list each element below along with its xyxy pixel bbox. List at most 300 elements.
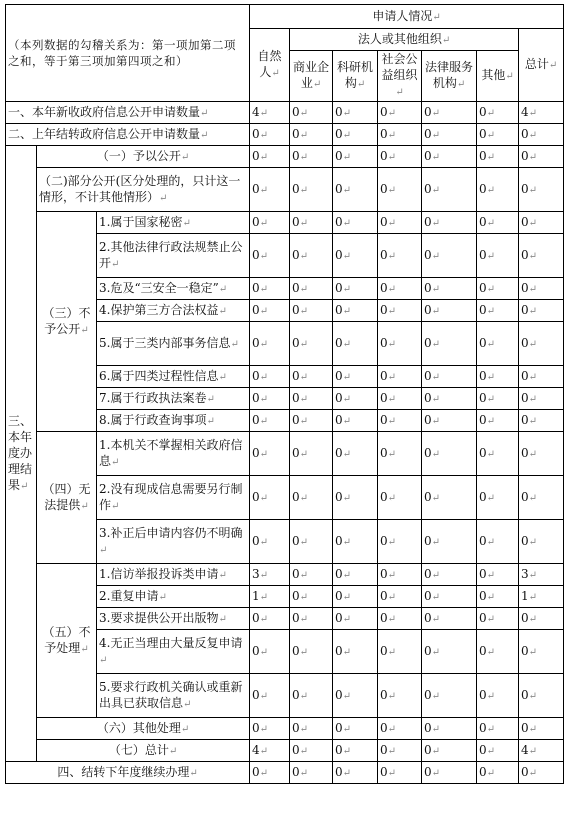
value-cell [250,718,290,740]
value-mark: ↵ [486,217,496,229]
value-text: 0 [335,335,343,350]
value-text: 0 [292,610,300,625]
value-mark: ↵ [431,184,441,196]
value-text: 0 [335,126,343,141]
value-mark: ↵ [299,305,309,317]
value-text: 0 [521,126,529,141]
value-cell [477,300,519,322]
value-cell [333,102,378,124]
value-mark: ↵ [342,613,352,625]
value-mark: ↵ [486,305,496,317]
row-label-g5-4-text: 4.无正当理由大量反复申请 [99,635,243,650]
value-text: 0 [424,412,432,427]
group-label-g4-mark: ↵ [80,500,89,512]
header-sub-col-legal-service: 法律服务机构↵ [422,51,477,102]
row-label-g3-1-mark: ↵ [182,217,191,229]
row-label-g3-7-mark: ↵ [206,393,215,405]
value-text: 0 [292,181,300,196]
value-cell [378,366,422,388]
value-mark: ↵ [431,371,441,383]
row-label-g5-1-text: 1.信访举报投诉类申请 [99,566,219,581]
value-mark: ↵ [528,184,538,196]
value-text: 0 [380,533,388,548]
value-text: 0 [521,445,529,460]
value-cell [333,212,378,234]
value-mark: ↵ [431,569,441,581]
row-label-r4 [6,762,250,784]
value-text: 0 [380,687,388,702]
header-sub-col-other: 其他↵ [477,51,519,102]
table-row [6,124,564,146]
group-label-g5-text: （五）不予处理 [42,624,91,655]
row-label-g5-4 [97,630,250,674]
value-text: 0 [252,764,260,779]
value-mark: ↵ [431,129,441,141]
value-cell [422,476,477,520]
group-label-g5-mark: ↵ [80,643,89,655]
row-label-g3-8-mark: ↵ [206,415,215,427]
value-cell [290,564,333,586]
value-text: 0 [252,148,260,163]
value-cell [378,520,422,564]
row-label-g4-3-text: 3.补正后申请内容仍不明确 [99,525,243,540]
value-mark: ↵ [431,690,441,702]
value-mark: ↵ [259,492,269,504]
value-text: 0 [521,335,529,350]
value-cell [477,718,519,740]
value-cell [477,168,519,212]
value-cell [378,410,422,432]
value-text: 0 [380,335,388,350]
value-text: 0 [424,181,432,196]
value-mark: ↵ [259,690,269,702]
value-mark: ↵ [431,107,441,119]
value-cell [422,718,477,740]
value-mark: ↵ [528,415,538,427]
row-label-g3-6-mark: ↵ [218,371,227,383]
value-cell [333,146,378,168]
value-text: 0 [252,335,260,350]
value-cell [477,586,519,608]
value-mark: ↵ [299,723,309,735]
value-cell [422,432,477,476]
value-mark: ↵ [486,338,496,350]
value-text: 0 [380,104,388,119]
value-text: 0 [292,390,300,405]
value-mark: ↵ [387,338,397,350]
value-cell [250,278,290,300]
value-text: 0 [335,610,343,625]
value-text: 0 [252,533,260,548]
value-text: 0 [252,214,260,229]
value-text: 0 [335,214,343,229]
value-mark: ↵ [528,283,538,295]
row-label-g5-5-mark: ↵ [183,698,192,710]
value-cell [519,234,564,278]
value-mark: ↵ [342,569,352,581]
value-cell [422,366,477,388]
row-label-g3-2-text: 2.其他法律行政法规禁止公开 [99,239,243,270]
value-cell [333,476,378,520]
value-text: 0 [479,445,487,460]
value-text: 0 [479,489,487,504]
row-label-r1 [6,102,250,124]
value-text: 0 [380,764,388,779]
value-text: 0 [292,280,300,295]
value-mark: ↵ [387,492,397,504]
row-label-g5-3 [97,608,250,630]
table-row [6,740,564,762]
value-text: 0 [292,368,300,383]
value-mark: ↵ [259,371,269,383]
group-label-g3-text: （三）不予公开 [42,305,91,336]
value-text: 0 [479,720,487,735]
value-cell [250,520,290,564]
value-text: 0 [335,533,343,548]
value-mark: ↵ [259,723,269,735]
value-text: 0 [479,148,487,163]
value-text: 0 [335,489,343,504]
value-text: 0 [335,181,343,196]
value-text: 0 [424,335,432,350]
value-text: 0 [252,368,260,383]
section-3-label [6,146,37,762]
value-mark: ↵ [528,723,538,735]
value-mark: ↵ [342,217,352,229]
value-mark: ↵ [342,767,352,779]
value-mark: ↵ [259,745,269,757]
group-label-g3 [37,212,97,432]
row-label-g4-1-text: 1.本机关不掌握相关政府信息 [99,437,243,468]
value-mark: ↵ [299,129,309,141]
value-text: 0 [380,489,388,504]
value-cell [333,410,378,432]
value-cell [333,674,378,718]
value-cell [422,388,477,410]
row-label-g3-2 [97,234,250,278]
value-cell [333,388,378,410]
value-mark: ↵ [486,250,496,262]
value-text: 0 [335,247,343,262]
row-label-g3-6-text: 6.属于四类过程性信息 [99,368,219,383]
value-text: 0 [380,588,388,603]
value-cell [333,586,378,608]
value-text: 0 [335,104,343,119]
value-cell [333,718,378,740]
value-mark: ↵ [342,723,352,735]
value-mark: ↵ [299,690,309,702]
value-mark: ↵ [387,415,397,427]
value-mark: ↵ [486,690,496,702]
value-text: 4 [252,742,260,757]
value-mark: ↵ [299,492,309,504]
value-mark: ↵ [342,184,352,196]
value-mark: ↵ [259,393,269,405]
value-text: 0 [521,214,529,229]
value-text: 0 [335,687,343,702]
value-mark: ↵ [528,613,538,625]
value-text: 0 [335,368,343,383]
value-cell [290,630,333,674]
value-text: 0 [335,720,343,735]
value-mark: ↵ [431,151,441,163]
value-mark: ↵ [259,338,269,350]
value-cell [333,520,378,564]
value-text: 0 [380,566,388,581]
row-label-r3_7 [37,740,250,762]
value-text: 0 [479,247,487,262]
value-cell [250,212,290,234]
value-text: 0 [335,566,343,581]
value-text: 0 [335,148,343,163]
value-text: 0 [380,412,388,427]
value-text: 0 [380,247,388,262]
value-cell [519,630,564,674]
value-cell [378,388,422,410]
value-cell [519,718,564,740]
value-text: 0 [380,148,388,163]
group-label-g3-mark: ↵ [80,324,89,336]
header-legal-org: 法人或其他组织↵ [290,29,519,51]
value-mark: ↵ [387,283,397,295]
value-text: 0 [479,566,487,581]
value-cell [250,102,290,124]
value-mark: ↵ [431,448,441,460]
value-text: 0 [424,610,432,625]
value-text: 0 [380,643,388,658]
row-label-r2-text: 二、上年结转政府信息公开申请数量 [8,126,201,141]
value-cell [333,322,378,366]
value-text: 0 [292,533,300,548]
value-mark: ↵ [387,723,397,735]
value-mark: ↵ [431,217,441,229]
value-mark: ↵ [387,745,397,757]
value-text: 0 [521,720,529,735]
value-mark: ↵ [299,393,309,405]
value-mark: ↵ [299,448,309,460]
value-mark: ↵ [528,448,538,460]
value-mark: ↵ [528,767,538,779]
value-cell [519,388,564,410]
value-cell [250,322,290,366]
header-natural-person: 自然人↵ [250,29,290,102]
value-text: 0 [424,566,432,581]
value-text: 0 [479,533,487,548]
value-text: 0 [252,126,260,141]
value-text: 4 [521,742,529,757]
table-row [6,102,564,124]
value-cell [290,520,333,564]
value-text: 0 [424,368,432,383]
value-text: 0 [292,247,300,262]
value-text: 0 [424,643,432,658]
value-mark: ↵ [528,151,538,163]
value-mark: ↵ [486,283,496,295]
value-mark: ↵ [342,283,352,295]
value-mark: ↵ [387,536,397,548]
value-text: 0 [380,720,388,735]
value-text: 0 [521,302,529,317]
value-cell [477,366,519,388]
value-text: 0 [521,412,529,427]
value-mark: ↵ [486,184,496,196]
value-mark: ↵ [299,250,309,262]
value-text: 0 [252,687,260,702]
value-cell [519,102,564,124]
value-text: 0 [479,302,487,317]
value-cell [477,146,519,168]
value-text: 0 [292,489,300,504]
value-text: 0 [252,412,260,427]
value-cell [250,432,290,476]
value-cell [519,410,564,432]
group-label-g4-text: （四）无法提供 [42,481,91,512]
value-mark: ↵ [299,107,309,119]
value-text: 0 [335,643,343,658]
value-text: 0 [252,489,260,504]
value-cell [250,740,290,762]
value-mark: ↵ [259,129,269,141]
value-text: 0 [424,764,432,779]
value-cell [378,146,422,168]
value-mark: ↵ [387,393,397,405]
value-cell [519,146,564,168]
value-cell [422,146,477,168]
row-label-g3-3-text: 3.危及“三安全一稳定” [99,280,219,295]
value-cell [290,410,333,432]
value-text: 0 [292,588,300,603]
value-cell [290,168,333,212]
row-label-g5-1-mark: ↵ [218,569,227,581]
value-mark: ↵ [299,184,309,196]
value-cell [422,124,477,146]
row-label-g5-5-text: 5.要求行政机关确认或重新出具已获取信息 [99,679,243,710]
value-cell [250,762,290,784]
value-text: 0 [292,126,300,141]
table-row [6,212,564,234]
row-label-r2-mark: ↵ [200,129,209,141]
row-label-g5-2-mark: ↵ [158,591,167,603]
value-cell [290,608,333,630]
value-text: 0 [521,390,529,405]
row-label-g5-2-text: 2.重复申请 [99,588,159,603]
value-text: 0 [424,687,432,702]
value-text: 0 [252,247,260,262]
value-mark: ↵ [486,646,496,658]
value-mark: ↵ [528,129,538,141]
row-label-g3-6 [97,366,250,388]
value-cell [250,168,290,212]
value-cell [422,322,477,366]
value-mark: ↵ [486,107,496,119]
value-text: 0 [380,302,388,317]
row-label-r4-text: 四、结转下年度继续办理 [57,764,190,779]
value-mark: ↵ [259,591,269,603]
value-cell [250,146,290,168]
value-cell [422,762,477,784]
value-cell [519,300,564,322]
value-text: 0 [292,764,300,779]
value-mark: ↵ [387,250,397,262]
row-label-g4-2 [97,476,250,520]
value-text: 0 [424,247,432,262]
value-mark: ↵ [387,690,397,702]
value-cell [519,608,564,630]
value-text: 0 [521,489,529,504]
value-text: 0 [292,643,300,658]
value-text: 0 [521,533,529,548]
value-text: 0 [380,390,388,405]
value-mark: ↵ [387,767,397,779]
value-mark: ↵ [528,393,538,405]
value-mark: ↵ [528,646,538,658]
value-text: 0 [479,104,487,119]
header-note: （本列数据的勾稽关系为：第一项加第二项之和，等于第三项加第四项之和） [6,5,250,102]
value-cell [378,608,422,630]
value-cell [290,388,333,410]
value-mark: ↵ [486,723,496,735]
value-mark: ↵ [528,690,538,702]
value-cell [477,388,519,410]
value-mark: ↵ [387,591,397,603]
value-mark: ↵ [259,217,269,229]
value-mark: ↵ [387,448,397,460]
value-mark: ↵ [342,338,352,350]
row-label-g3-8 [97,410,250,432]
value-text: 0 [335,764,343,779]
value-text: 0 [335,588,343,603]
value-text: 0 [335,412,343,427]
value-mark: ↵ [342,591,352,603]
row-label-r4-mark: ↵ [189,767,198,779]
value-cell [290,718,333,740]
value-text: 0 [521,610,529,625]
section-3-label-text: 三、本年度办理结果 [8,413,33,492]
value-cell [290,740,333,762]
value-cell [422,278,477,300]
value-mark: ↵ [387,305,397,317]
value-mark: ↵ [431,745,441,757]
value-mark: ↵ [259,569,269,581]
value-cell [519,586,564,608]
value-cell [477,124,519,146]
row-label-g3-3-mark: ↵ [218,283,228,295]
value-cell [422,234,477,278]
value-cell [290,102,333,124]
value-cell [250,608,290,630]
value-mark: ↵ [259,646,269,658]
value-cell [422,168,477,212]
value-cell [477,212,519,234]
value-cell [519,322,564,366]
value-cell [519,278,564,300]
row-label-g5-2 [97,586,250,608]
value-cell [422,102,477,124]
table-row [6,146,564,168]
value-mark: ↵ [299,283,309,295]
value-mark: ↵ [431,283,441,295]
value-text: 0 [479,368,487,383]
value-mark: ↵ [299,569,309,581]
value-cell [333,300,378,322]
value-text: 0 [479,126,487,141]
value-text: 0 [521,247,529,262]
row-label-r3_1-mark: ↵ [180,151,190,163]
value-text: 0 [335,302,343,317]
value-cell [378,762,422,784]
value-cell [477,564,519,586]
value-text: 0 [252,181,260,196]
